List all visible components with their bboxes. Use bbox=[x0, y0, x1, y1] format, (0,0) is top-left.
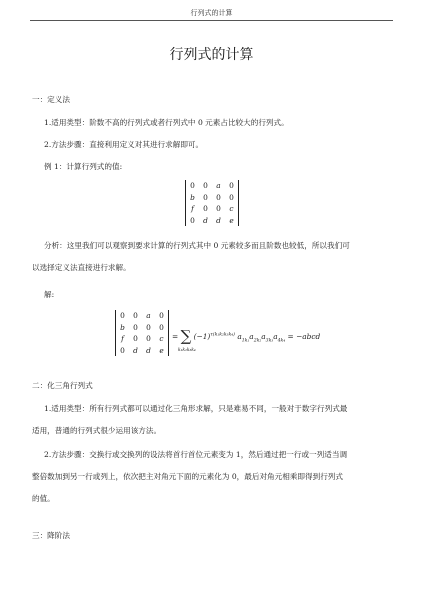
page-title: 行列式的计算 bbox=[169, 47, 254, 63]
matrix-cell: 0 bbox=[120, 345, 125, 355]
solution-text: 解: bbox=[44, 290, 55, 299]
section1-type-text: 1.适用类型：阶数不高的行列式或者行列式中 0 元素占比较大的行列式。 bbox=[44, 118, 289, 127]
matrix-cell: 0 bbox=[229, 181, 234, 191]
matrix-cell: b bbox=[190, 192, 195, 202]
analysis-line-1: 分析：这里我们可以观察到要求计算的行列式其中 0 元素较多而且阶数也较低，所以我们可 bbox=[44, 241, 350, 250]
matrix-cell: 0 bbox=[133, 322, 138, 332]
term-1: $a_{1k_1}$ bbox=[237, 332, 250, 344]
section-heading-reduction: 三：降阶法 bbox=[32, 531, 70, 540]
matrix-cell: e bbox=[229, 215, 234, 225]
matrix-table bbox=[186, 180, 238, 226]
section2-steps-line-2: 整倍数加到另一行或列上，依次把主对角元下面的元素化为 0，最后对角元相乘即得到行列式 bbox=[32, 472, 343, 481]
running-header: 行列式的计算 bbox=[190, 9, 233, 17]
matrix-row bbox=[186, 215, 238, 227]
section-heading-definition: 一：定义法 bbox=[32, 95, 70, 104]
example-label bbox=[32, 156, 398, 178]
example-text: 例 1：计算行列式的值: bbox=[44, 162, 123, 171]
section1-paragraph-type bbox=[32, 112, 398, 134]
matrix-cell: 0 bbox=[133, 334, 138, 344]
matrix-cell: 0 bbox=[216, 204, 221, 214]
matrix-cell: 0 bbox=[159, 322, 164, 332]
term-4: $a_{4k_4}$ bbox=[273, 332, 286, 344]
matrix-cell: d bbox=[216, 215, 221, 225]
solution-matrix-left-bar bbox=[115, 310, 116, 356]
section1-paragraph-steps bbox=[32, 134, 398, 156]
matrix-cell: f bbox=[191, 204, 194, 214]
matrix-row bbox=[116, 322, 168, 334]
section2-paragraph-type bbox=[32, 398, 398, 442]
matrix-cell: c bbox=[229, 204, 234, 214]
determinant-matrix bbox=[186, 180, 238, 226]
expansion-formula bbox=[172, 325, 320, 343]
solution-matrix-right-bar bbox=[168, 310, 169, 356]
matrix-right-bar bbox=[238, 180, 239, 226]
matrix-cell: f bbox=[121, 334, 124, 344]
summation-symbol: ∑ bbox=[180, 327, 192, 345]
term-3: $a_{3k_3}$ bbox=[261, 332, 274, 344]
section2-steps-line-3: 的值。 bbox=[32, 494, 55, 503]
matrix-row bbox=[116, 310, 168, 322]
matrix-cell: 0 bbox=[190, 181, 195, 191]
matrix-cell: d bbox=[203, 215, 208, 225]
matrix-cell: 0 bbox=[133, 311, 138, 321]
formula-result: = −abcd bbox=[287, 332, 321, 341]
section2-paragraph-steps bbox=[32, 444, 398, 510]
summation-index: k₁k₂k₃k₄ bbox=[178, 348, 196, 353]
solution-label bbox=[32, 284, 398, 306]
section2-steps-line-1: 2.方法步骤：交换行或交换列的设法将首行首位元素变为 1，然后通过把一行或一列适当调 bbox=[44, 450, 348, 459]
section1-steps-text: 2.方法步骤：直接利用定义对其进行求解即可。 bbox=[44, 140, 204, 149]
analysis-line-2: 以选择定义法直接进行求解。 bbox=[32, 263, 131, 272]
matrix-row bbox=[186, 192, 238, 204]
section2-type-line-1: 1.适用类型：所有行列式都可以通过化三角形求解，只是难易不同，一般对于数字行列式最 bbox=[44, 404, 348, 413]
section2-type-line-2: 适用，普通的行列式很少运用该方法。 bbox=[32, 426, 162, 435]
matrix-cell: a bbox=[216, 181, 221, 191]
matrix-row bbox=[186, 180, 238, 192]
matrix-cell: 0 bbox=[159, 311, 164, 321]
section-heading-triangular: 二：化三角行列式 bbox=[32, 381, 93, 390]
matrix-cell: d bbox=[146, 345, 151, 355]
matrix-cell: 0 bbox=[203, 192, 208, 202]
inversion-exponent: τ(k₁k₂k₃k₄) bbox=[210, 332, 235, 338]
matrix-cell: d bbox=[133, 345, 138, 355]
matrix-cell: 0 bbox=[190, 215, 195, 225]
matrix-cell: c bbox=[159, 334, 164, 344]
matrix-cell: e bbox=[159, 345, 164, 355]
matrix-row bbox=[116, 345, 168, 357]
sign-factor: (−1) bbox=[193, 332, 211, 341]
matrix-cell: 0 bbox=[146, 322, 151, 332]
header-rule bbox=[30, 20, 393, 21]
matrix-cell: 0 bbox=[203, 204, 208, 214]
matrix-row bbox=[116, 333, 168, 345]
term-2: $a_{2k_2}$ bbox=[249, 332, 262, 344]
solution-matrix bbox=[116, 310, 168, 356]
analysis-paragraph bbox=[32, 235, 398, 279]
matrix-row bbox=[186, 203, 238, 215]
matrix-cell: 0 bbox=[216, 192, 221, 202]
matrix-cell: 0 bbox=[229, 192, 234, 202]
matrix-cell: b bbox=[120, 322, 125, 332]
matrix-cell: a bbox=[146, 311, 151, 321]
solution-matrix-table bbox=[116, 310, 168, 356]
matrix-cell: 0 bbox=[203, 181, 208, 191]
formula-eq: = bbox=[172, 332, 179, 341]
matrix-cell: 0 bbox=[120, 311, 125, 321]
matrix-left-bar bbox=[185, 180, 186, 226]
matrix-cell: 0 bbox=[146, 334, 151, 344]
